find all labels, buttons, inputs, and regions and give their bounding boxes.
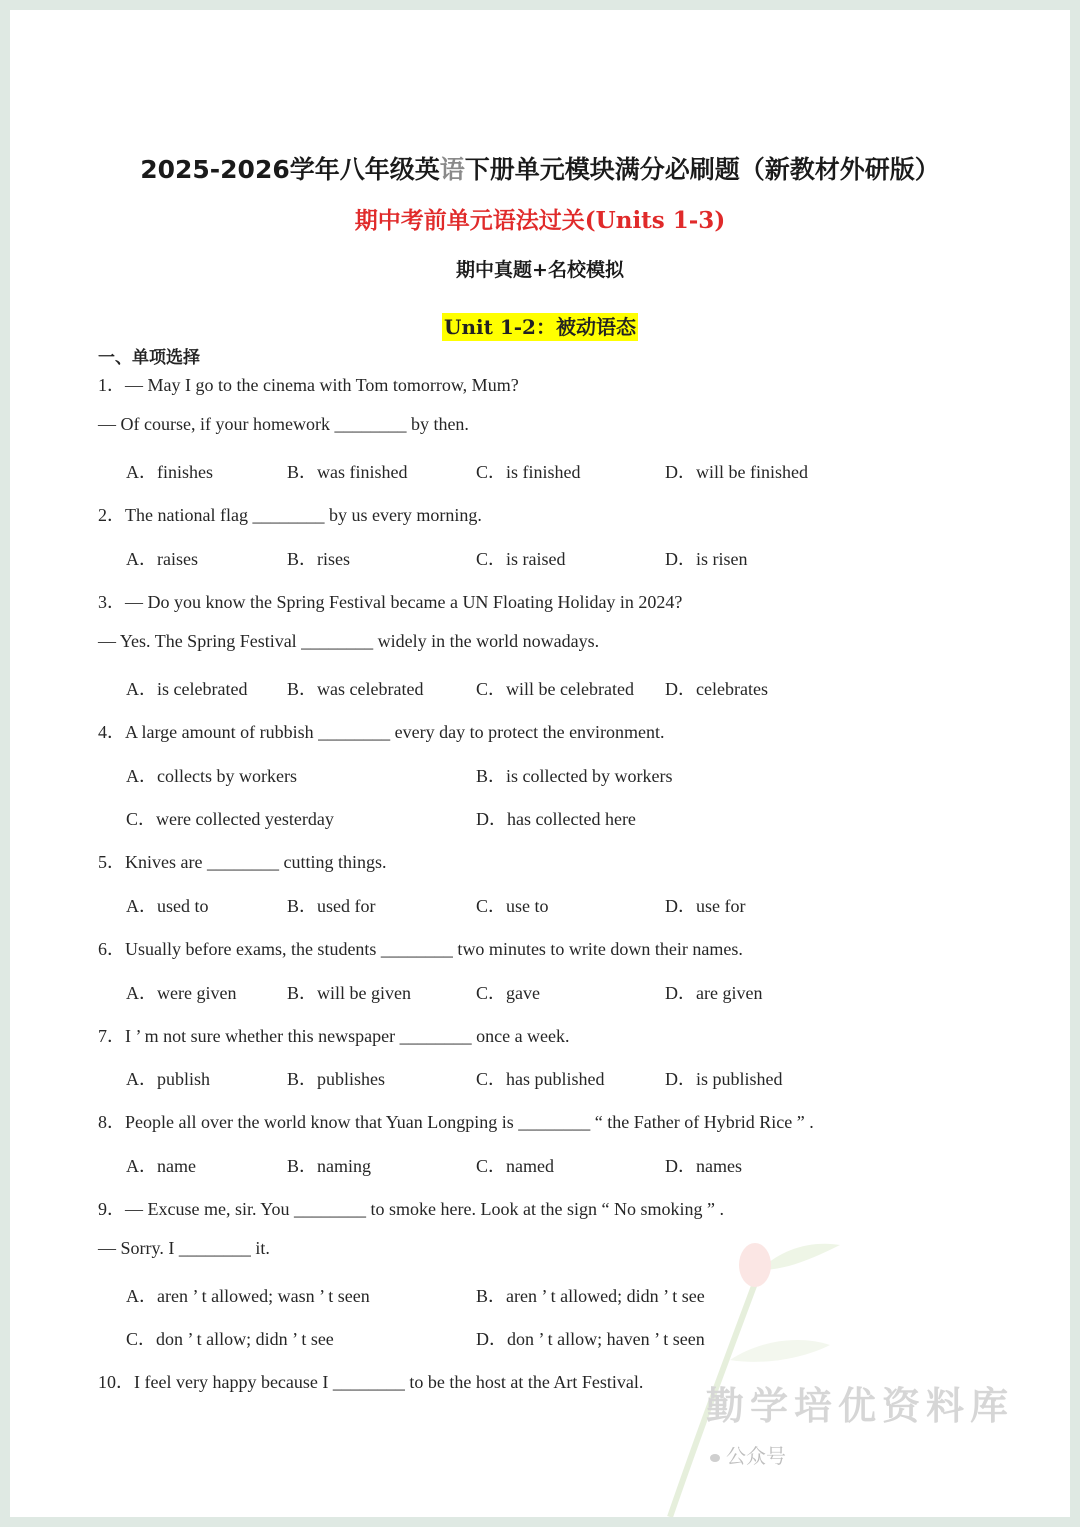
question-5-option-a: A．used to (126, 896, 209, 916)
question-3-option-a: A．is celebrated (126, 679, 248, 699)
question-4-option-d: D．has collected here (476, 809, 636, 829)
question-6-option-d: D．are given (665, 983, 763, 1003)
question-5-option-d: D．use for (665, 896, 746, 916)
question-1-option-d: D．will be finished (665, 462, 808, 482)
question-7-option-d: D．is published (665, 1069, 783, 1089)
question-9-stem: 9．— Excuse me, sir. You ________ to smoke here. Look at the sign “ No smoking ” . (98, 1199, 724, 1219)
question-2-stem: 2．The national flag ________ by us every morning. (98, 505, 482, 525)
question-9-stem-2: — Sorry. I ________ it. (98, 1238, 270, 1258)
question-9-option-c: C．don ’ t allow; didn ’ t see (126, 1329, 334, 1349)
question-9-option-b: B．aren ’ t allowed; didn ’ t see (476, 1286, 705, 1306)
question-1-stem: 1．— May I go to the cinema with Tom tomorrow, Mum? (98, 375, 519, 395)
wechat-icon (710, 1454, 720, 1462)
question-8-stem: 8．People all over the world know that Yuan Longping is ________ “ the Father of Hybrid Rice ” . (98, 1112, 814, 1132)
question-5-option-c: C．use to (476, 896, 549, 916)
question-7-option-a: A．publish (126, 1069, 211, 1089)
question-4-option-c: C．were collected yesterday (126, 809, 334, 829)
question-2-option-c: C．is raised (476, 549, 566, 569)
question-1-option-b: B．was finished (287, 462, 408, 482)
question-7-option-c: C．has published (476, 1069, 605, 1089)
question-8-option-b: B．naming (287, 1156, 371, 1176)
question-9-option-a: A．aren ’ t allowed; wasn ’ t seen (126, 1286, 370, 1306)
question-8-option-a: A．name (126, 1156, 196, 1176)
question-10-stem: 10．I feel very happy because I ________ to be the host at the Art Festival. (98, 1372, 644, 1392)
question-1-option-a: A．finishes (126, 462, 213, 482)
question-2-option-b: B．rises (287, 549, 350, 569)
question-8-option-d: D．names (665, 1156, 742, 1176)
question-2-option-d: D．is risen (665, 549, 748, 569)
question-3-option-d: D．celebrates (665, 679, 768, 699)
question-3-option-c: C．will be celebrated (476, 679, 634, 699)
question-3-stem: 3．— Do you know the Spring Festival became a UN Floating Holiday in 2024? (98, 592, 683, 612)
question-8-option-c: C．named (476, 1156, 554, 1176)
unit-heading: Unit 1-2：被动语态 (444, 315, 636, 339)
question-6-option-b: B．will be given (287, 983, 411, 1003)
question-5-stem: 5．Knives are ________ cutting things. (98, 852, 387, 872)
question-1-option-c: C．is finished (476, 462, 581, 482)
question-9-option-d: D．don ’ t allow; haven ’ t seen (476, 1329, 705, 1349)
question-6-option-a: A．were given (126, 983, 237, 1003)
question-3-stem-2: — Yes. The Spring Festival ________ widely in the world nowadays. (98, 631, 600, 651)
watermark-channel: 公众号 (710, 1440, 786, 1469)
question-4-option-a: A．collects by workers (126, 766, 297, 786)
question-7-stem: 7．I ’ m not sure whether this newspaper ________ once a week. (98, 1026, 570, 1046)
bamboo-decoration (610, 1210, 1070, 1517)
section-heading: 一、单项选择 (98, 348, 200, 368)
document-title: 2025-2026学年八年级英语下册单元模块满分必刷题（新教材外研版） (140, 155, 940, 184)
question-5-option-b: B．used for (287, 896, 376, 916)
question-6-option-c: C．gave (476, 983, 540, 1003)
document-subtitle: 期中考前单元语法过关(Units 1-3) (354, 207, 726, 234)
question-7-option-b: B．publishes (287, 1069, 386, 1089)
question-1-stem-2: — Of course, if your homework ________ by then. (98, 414, 469, 434)
question-4-stem: 4．A large amount of rubbish ________ every day to protect the environment. (98, 722, 665, 742)
question-2-option-a: A．raises (126, 549, 198, 569)
question-3-option-b: B．was celebrated (287, 679, 424, 699)
question-4-option-b: B．is collected by workers (476, 766, 673, 786)
watermark-brand: 勤学培优资料库 (706, 1383, 1015, 1428)
document-subtitle-secondary: 期中真题+名校模拟 (456, 259, 624, 281)
exam-page (10, 10, 1070, 1517)
question-6-stem: 6．Usually before exams, the students ________ two minutes to write down their names. (98, 939, 743, 959)
